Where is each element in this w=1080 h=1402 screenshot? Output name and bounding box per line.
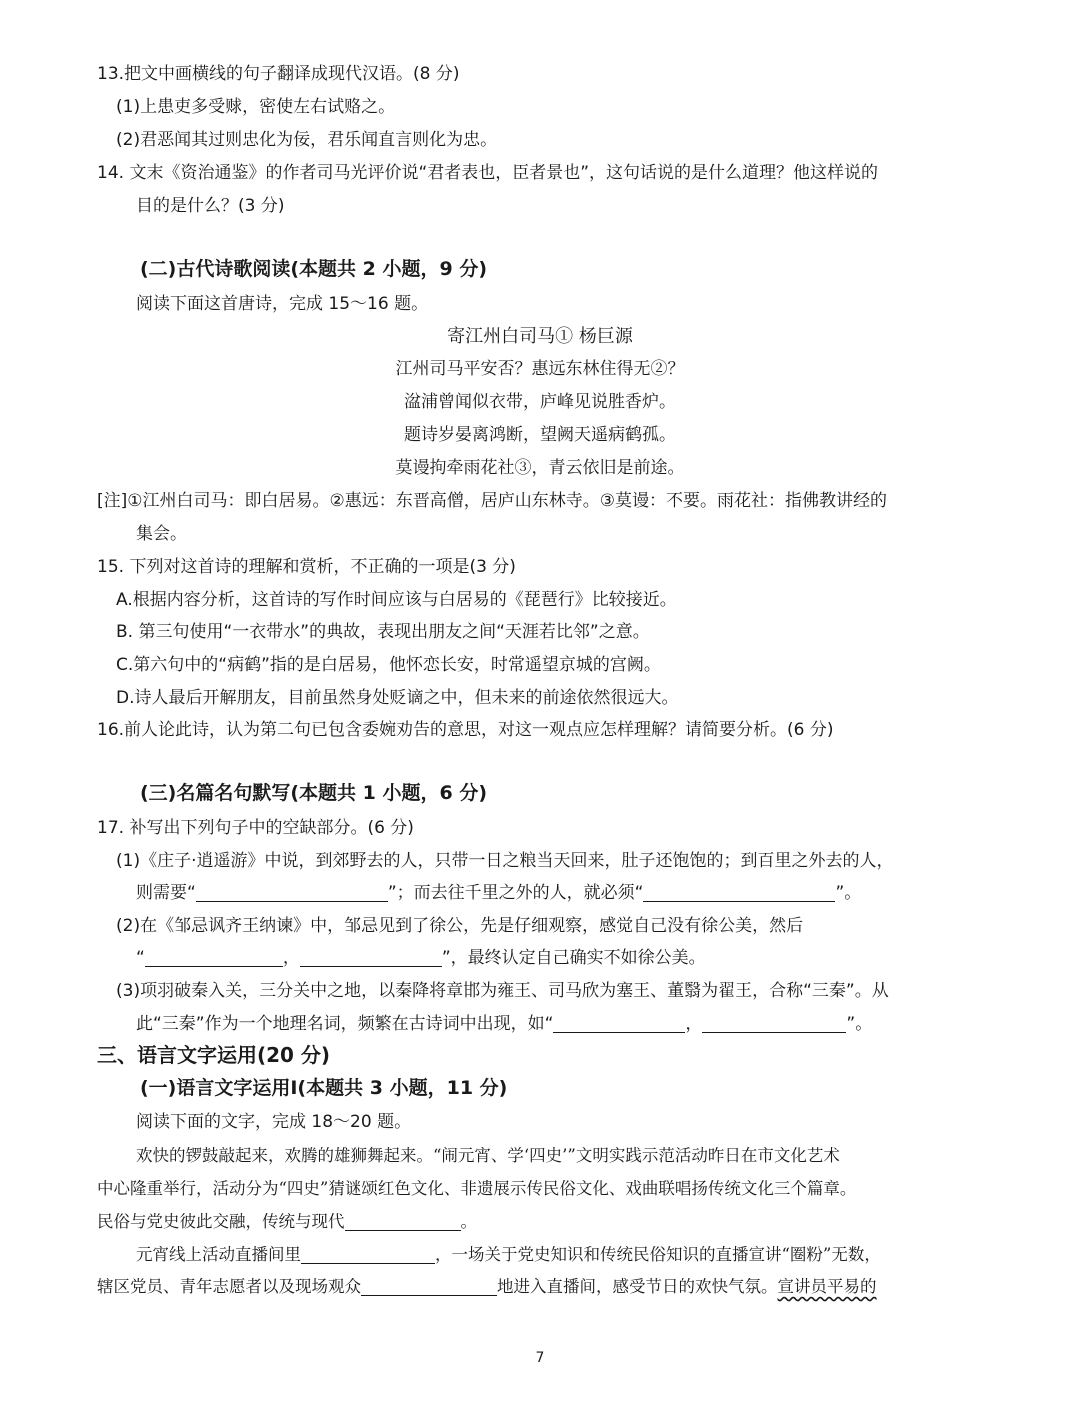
q17-item-2-text-b: ， [282,948,300,968]
section-3-heading-mid: 小题， [375,782,440,804]
section-3-heading [140,777,487,810]
passage-p2-line-2 [97,1270,877,1303]
section-3-heading-num: 1 [362,782,376,804]
section-3-heading-pre: (三)名篇名句默写(本题共 [140,782,363,804]
section-2-heading [140,253,487,286]
passage-p1-text-b: 。 [460,1212,477,1231]
q17-item-3-text-a: 此“三秦”作为一个地理名词，频繁在古诗词中出现，如“ [136,1014,554,1034]
q13-item-1: (1)上患吏多受赇，密使左右试赂之。 [116,97,396,117]
passage-wavy-underlined-text: 宣讲员平易的 [777,1277,877,1296]
q17-blank-1[interactable] [196,879,388,902]
poem-line-2: 湓浦曾闻似衣带，庐峰见说胜香炉。 [404,392,676,412]
q17-item-3-line-1: (3)项羽破秦入关，三分关中之地，以秦降将章邯为雍王、司马欣为塞王、董翳为翟王，合称“三秦”。从 [116,981,889,1001]
q15-option-d: D.诗人最后开解朋友，目前虽然身处贬谪之中，但未来的前途依然很远大。 [116,688,679,708]
section-2-heading-post: 分) [452,258,488,280]
q17-blank-2[interactable] [643,879,835,902]
passage-p2-text-d: 地进入直播间，感受节日的欢快气氛。 [497,1277,778,1296]
part-3-intro: 阅读下面的文字，完成 18～20 题。 [136,1112,412,1132]
poem-note-line-2: 集会。 [136,524,187,544]
q17-blank-5[interactable] [553,1010,685,1033]
poem-line-3: 题诗岁晏离鸿断，望阙天遥病鹤孤。 [404,425,676,445]
q17-item-1-text-c: ”。 [835,883,862,903]
section-2-heading-pre: (二)古代诗歌阅读(本题共 [140,258,363,280]
q17-item-1-line-1: (1)《庄子·逍遥游》中说，到郊野去的人，只带一日之粮当天回来，肚子还饱饱的；到百里之外去的人， [116,851,894,871]
part-3-sub-post: 分) [473,1077,508,1099]
poem-line-4: 莫谩拘牵雨花社③，青云依旧是前途。 [395,458,685,478]
passage-p1-line-2: 中心隆重举行，活动分为“四史”猜谜颂红色文化、非遗展示传民俗文化、戏曲联唱扬传统文化三个篇章。 [97,1179,857,1198]
q13-item-2: (2)君恶闻其过则忠化为佞，君乐闻直言则化为忠。 [116,130,498,150]
q17-item-2-line-2 [136,942,706,975]
part-3-sub-heading [140,1072,507,1105]
q17-blank-3[interactable] [145,944,283,967]
q17-stem: 17. 补写出下列句子中的空缺部分。(6 分) [97,818,414,838]
q17-item-2-text-a: “ [136,948,145,968]
passage-p2-line-1 [136,1238,881,1271]
part-3-sub-pts: 11 [446,1077,474,1099]
passage-p2-text-b: ，一场关于党史知识和传统民俗知识的直播宣讲“圈粉”无数， [435,1245,881,1264]
section-3-heading-post: 分) [452,782,488,804]
q13-title: 13.把文中画横线的句子翻译成现代汉语。(8 分) [97,64,460,84]
passage-blank-2[interactable] [301,1241,435,1264]
passage-p2-text-c: 辖区党员、青年志愿者以及现场观众 [97,1277,361,1296]
section-2-intro: 阅读下面这首唐诗，完成 15～16 题。 [136,294,429,314]
q17-blank-6[interactable] [702,1010,846,1033]
passage-blank-3[interactable] [361,1273,497,1296]
q17-item-1-line-2 [136,877,861,910]
page-number: 7 [535,1350,545,1366]
q17-item-3-text-c: ”。 [846,1014,873,1034]
part-3-sub-num: 3 [369,1077,383,1099]
passage-p1-line-3 [97,1205,477,1238]
poem-line-1: 江州司马平安否？惠远东林住得无②？ [395,359,685,379]
q17-item-2-line-1: (2)在《邹忌讽齐王纳谏》中，邹忌见到了徐公，先是仔细观察，感觉自己没有徐公美，然后 [116,916,804,936]
q15-option-c: C.第六句中的“病鹤”指的是白居易，他怀恋长安，时常遥望京城的宫阙。 [116,655,661,675]
q17-blank-4[interactable] [300,944,442,967]
q15-option-a: A.根据内容分析，这首诗的写作时间应该与白居易的《琵琶行》比较接近。 [116,590,677,610]
part-3-sub-pre: (一)语言文字运用Ⅰ(本题共 [140,1077,370,1099]
q15-stem: 15. 下列对这首诗的理解和赏析，不正确的一项是(3 分) [97,557,516,577]
passage-p2-text-a: 元宵线上活动直播间里 [136,1245,301,1264]
q14-line-2: 目的是什么？(3 分) [136,196,285,216]
section-3-heading-pts: 6 [439,782,453,804]
passage-p1-text-a: 民俗与党史彼此交融，传统与现代 [97,1212,345,1231]
q17-item-1-text-a: 则需要“ [136,883,196,903]
q14-line-1: 14. 文末《资治通鉴》的作者司马光评价说“君者表也，臣者景也”，这句话说的是什么道理？他这样说的 [97,163,879,183]
section-2-heading-num: 2 [362,258,376,280]
q15-option-b: B. 第三句使用“一衣带水”的典故，表现出朋友之间“天涯若比邻”之意。 [116,622,650,642]
q17-item-1-text-b: ”；而去往千里之外的人，就必须“ [387,883,644,903]
poem-title: 寄江州白司马① 杨巨源 [447,326,633,347]
part-3-sub-mid: 小题， [382,1077,447,1099]
section-2-heading-pts: 9 [439,258,453,280]
section-2-heading-mid: 小题， [375,258,440,280]
part-3-heading: 三、语言文字运用(20 分) [97,1043,331,1067]
poem-note-line-1: [注]①江州白司马：即白居易。②惠远：东晋高僧，居庐山东林寺。③莫谩：不要。雨花社：指佛教讲经的 [97,491,887,511]
passage-blank-1[interactable] [345,1208,461,1231]
q17-item-3-line-2 [136,1008,872,1041]
q17-item-2-text-c: ”，最终认定自己确实不如徐公美。 [441,948,706,968]
passage-p1-line-1: 欢快的锣鼓敲起来，欢腾的雄狮舞起来。“闹元宵、学‘四史’”文明实践示范活动昨日在市文化艺术 [136,1146,840,1165]
q17-item-3-text-b: ， [685,1014,703,1034]
q16-stem: 16.前人论此诗，认为第二句已包含委婉劝告的意思，对这一观点应怎样理解？请简要分析。(6 分) [97,720,834,740]
